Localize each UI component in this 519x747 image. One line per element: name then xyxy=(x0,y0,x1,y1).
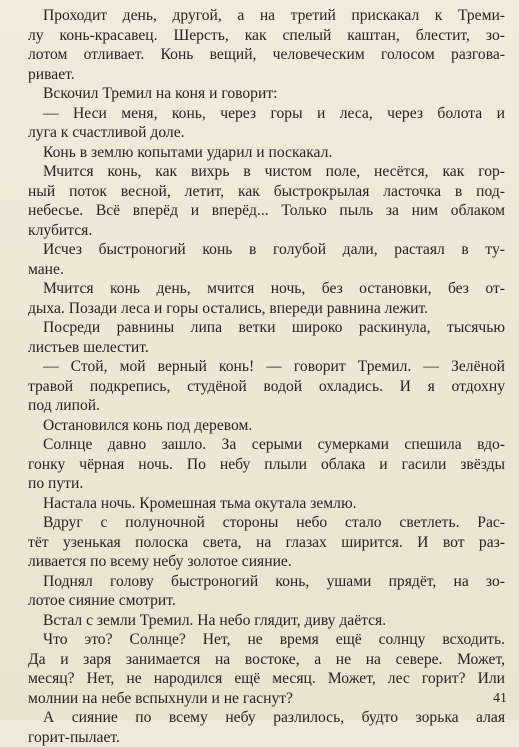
text-line: Конь в землю копытами ударил и поскакал. xyxy=(28,143,505,163)
text-line: дыха. Позади леса и горы остались, впереди равнина лежит. xyxy=(28,299,505,319)
text-line: Вскочил Тремил на коня и говорит: xyxy=(28,84,505,104)
text-line: — Неси меня, конь, через горы и леса, через болота и xyxy=(28,104,505,124)
text-line: лу конь-красавец. Шерсть, как спелый каштан, блестит, зо- xyxy=(28,26,505,46)
text-line: по пути. xyxy=(28,474,505,494)
text-line: Солнце давно зашло. За серыми сумерками спешила вдо- xyxy=(28,435,505,455)
paragraph xyxy=(28,162,505,240)
text-line: Вдруг с полуночной стороны небо стало светлеть. Рас- xyxy=(28,513,505,533)
text-line: лотое сияние смотрит. xyxy=(28,591,505,611)
text-line: небесье. Всё вперёд и вперёд... Только пыль за ним облаком xyxy=(28,201,505,221)
paragraph xyxy=(28,318,505,357)
page-number: 41 xyxy=(493,691,507,707)
text-line: Исчез быстроногий конь в голубой дали, растаял в ту- xyxy=(28,240,505,260)
text-line: ривает. xyxy=(28,65,505,85)
paragraph xyxy=(28,513,505,572)
text-line: ливается по всему небу золотое сияние. xyxy=(28,552,505,572)
text-line: — Стой, мой верный конь! — говорит Тремил. — Зелёной xyxy=(28,357,505,377)
text-line: Что это? Солнце? Нет, не время ещё солнцу всходить. xyxy=(28,630,505,650)
text-line: Посреди равнины липа ветки широко раскинула, тысячью xyxy=(28,318,505,338)
paragraph xyxy=(28,240,505,279)
paragraph xyxy=(28,6,505,84)
text-line: Мчится конь день, мчится ночь, без остановки, без от- xyxy=(28,279,505,299)
paragraph xyxy=(28,84,505,104)
paragraph xyxy=(28,416,505,436)
text-line: Настала ночь. Кромешная тьма окутала землю. xyxy=(28,494,505,514)
paragraph xyxy=(28,357,505,416)
text-line: молнии на небе вспыхнули и не гаснут? xyxy=(28,689,505,709)
text-line: клубится. xyxy=(28,221,505,241)
text-line: Поднял голову быстроногий конь, ушами прядёт, на зо- xyxy=(28,572,505,592)
text-line: мане. xyxy=(28,260,505,280)
text-line: горит-пылает. xyxy=(28,728,505,747)
text-line: лотом отливает. Конь вещий, человеческим голосом разгова- xyxy=(28,45,505,65)
paragraph xyxy=(28,279,505,318)
text-line: гонку чёрная ночь. По небу плыли облака и гасили звёзды xyxy=(28,455,505,475)
text-line: Остановился конь под деревом. xyxy=(28,416,505,436)
text-line: Мчится конь, как вихрь в чистом поле, несётся, как гор- xyxy=(28,162,505,182)
text-line: луга к счастливой доле. xyxy=(28,123,505,143)
text-line: под липой. xyxy=(28,396,505,416)
text-line: ный поток весной, летит, как быстрокрылая ласточка в под- xyxy=(28,182,505,202)
text-line: месяц? Нет, не народился ещё месяц. Может, лес горит? Или xyxy=(28,669,505,689)
paragraph xyxy=(28,435,505,494)
text-line: листьев шелестит. xyxy=(28,338,505,358)
paragraph xyxy=(28,572,505,611)
story-text xyxy=(28,6,505,747)
paragraph xyxy=(28,143,505,163)
text-line: Встал с земли Тремил. На небо глядит, диву даётся. xyxy=(28,611,505,631)
text-line: А сияние по всему небу разлилось, будто зорька алая xyxy=(28,708,505,728)
paragraph xyxy=(28,630,505,708)
text-line: Да и заря занимается на востоке, а не на севере. Может, xyxy=(28,650,505,670)
paragraph xyxy=(28,494,505,514)
text-line: тёт узенькая полоска света, на глазах ширится. И вот раз- xyxy=(28,533,505,553)
paragraph xyxy=(28,104,505,143)
paragraph xyxy=(28,708,505,747)
text-line: Проходит день, другой, а на третий прискакал к Треми- xyxy=(28,6,505,26)
text-line: травой подкрепись, студёной водой охладись. И я отдохну xyxy=(28,377,505,397)
paragraph xyxy=(28,611,505,631)
